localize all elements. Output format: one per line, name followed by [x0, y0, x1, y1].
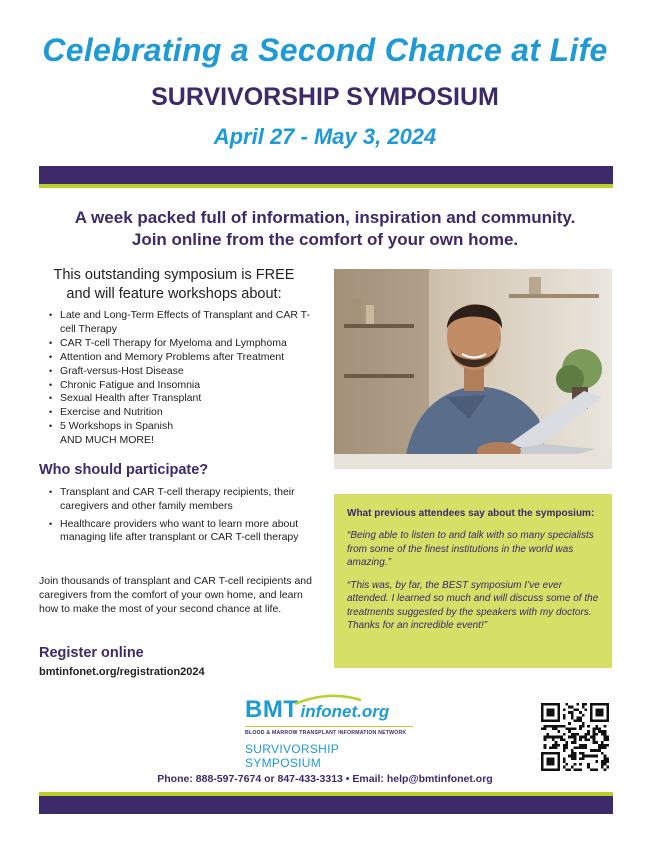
testimonial-quote: “This was, by far, the BEST symposium I’ve ever attended. I learned so much and will discuss some of the treatments suggested by the speakers with my doctors. Thanks for an incredible event!” — [347, 579, 599, 631]
logo-arc-icon — [293, 694, 363, 706]
event-dates: April 27 - May 3, 2024 — [213, 124, 437, 149]
headline: Celebrating a Second Chance at Life — [42, 32, 608, 68]
list-item: • Chronic Fatigue and Insomnia — [49, 379, 324, 393]
tagline-line-2: Join online from the comfort of your own home. — [131, 230, 519, 249]
top-divider-accent — [39, 184, 613, 188]
logo-infonet: infonet.org — [300, 702, 390, 721]
topics-list — [49, 309, 324, 448]
join-paragraph: Join thousands of transplant and CAR T-cell recipients and caregivers from the comfort of your own home, and learn how to make the most of your second chance at life. — [39, 575, 312, 615]
logo-program: SURVIVORSHIP SYMPOSIUM — [245, 742, 339, 770]
list-item: • Graft-versus-Host Disease — [49, 365, 324, 379]
logo-rule — [245, 726, 413, 727]
list-item: • Healthcare providers who want to learn more about managing life after transplant or CAR T-cell therapy — [49, 518, 319, 546]
testimonials-heading: What previous attendees say about the symposium: — [347, 508, 595, 519]
list-item: • Transplant and CAR T-cell therapy recipients, their caregivers and other family members — [49, 486, 319, 514]
man-laptop-photo — [334, 269, 612, 469]
tagline — [0, 207, 650, 251]
register-heading: Register online — [39, 645, 144, 661]
testimonial-quote: “Being able to listen to and talk with so many specialists from some of the finest institutions in the world was amazing.” — [347, 530, 594, 568]
logo-bmt: BMT — [245, 696, 299, 723]
intro-text — [39, 266, 309, 304]
testimonials-box — [334, 494, 612, 668]
qr-code-icon[interactable] — [541, 703, 609, 771]
list-item: • Late and Long-Term Effects of Transplant and CAR T-cell Therapy — [49, 309, 324, 337]
bmt-infonet-logo — [245, 696, 415, 770]
list-item: • Attention and Memory Problems after Treatment — [49, 351, 324, 365]
subhead: SURVIVORSHIP SYMPOSIUM — [151, 83, 499, 111]
intro-line-1: This outstanding symposium is FREE — [53, 267, 295, 283]
list-item: • 5 Workshops in Spanish — [49, 420, 324, 434]
contact-line: Phone: 888-597-7674 or 847-433-3313 • Email: help@bmtinfonet.org — [157, 773, 493, 785]
list-item: • Exercise and Nutrition — [49, 406, 324, 420]
tagline-line-1: A week packed full of information, inspiration and community. — [74, 208, 576, 227]
bottom-divider-bar — [39, 796, 613, 814]
list-item: • Sexual Health after Transplant — [49, 392, 324, 406]
list-item-more: AND MUCH MORE! — [60, 434, 154, 447]
who-heading: Who should participate? — [39, 462, 209, 478]
top-divider-bar — [39, 166, 613, 184]
who-list — [49, 486, 319, 549]
intro-line-2: and will feature workshops about: — [66, 286, 282, 302]
register-link[interactable]: bmtinfonet.org/registration2024 — [39, 666, 205, 678]
logo-tagline: BLOOD & MARROW TRANSPLANT INFORMATION NETWORK — [245, 730, 407, 736]
list-item: • CAR T-cell Therapy for Myeloma and Lymphoma — [49, 337, 324, 351]
